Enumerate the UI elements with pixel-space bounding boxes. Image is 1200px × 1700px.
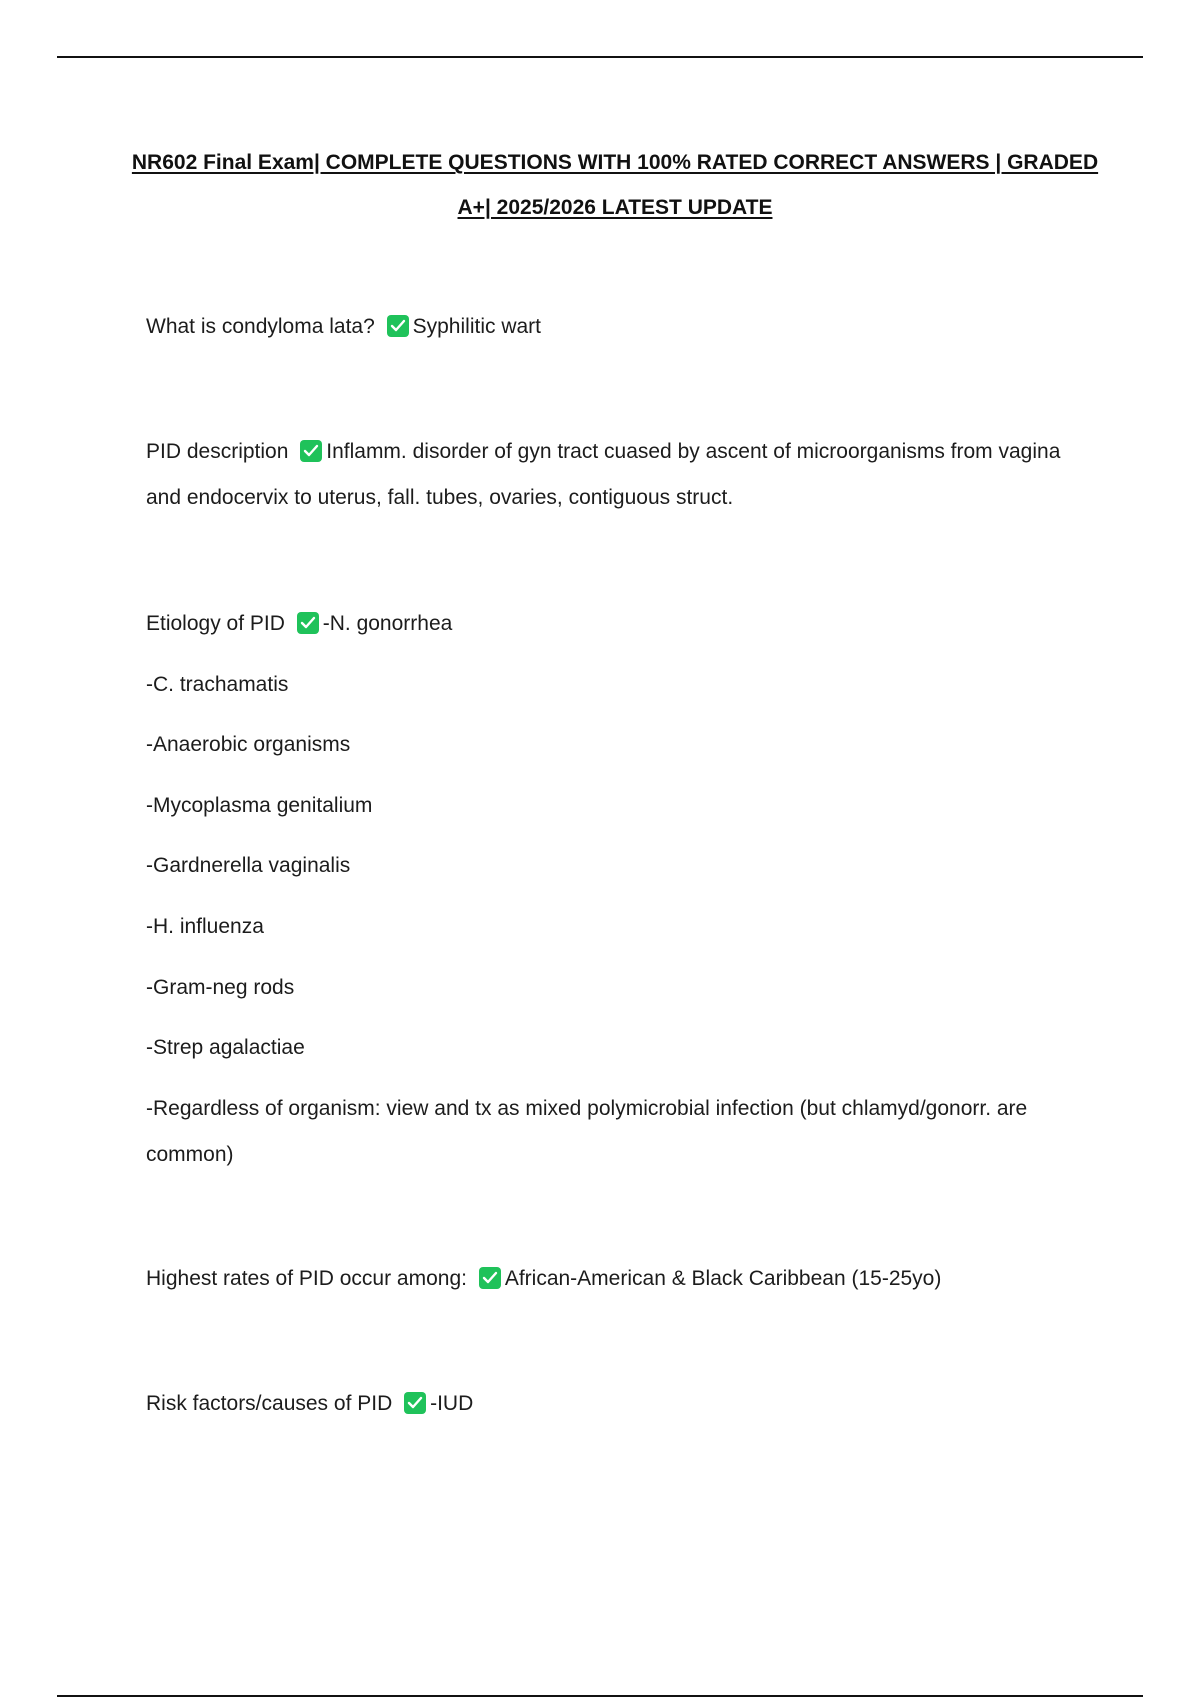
answer-text: Inflamm. disorder of gyn tract cuased by ascent of microorganisms from vagina and endocervix to uterus, fall. tubes, ovaries, contiguous struct. [146,440,1061,509]
list-item: -Mycoplasma genitalium [146,794,373,817]
green-check-icon [387,315,409,337]
qa-item-pid-description [146,429,1086,521]
list-item: -Gram-neg rods [146,976,295,999]
green-check-icon [479,1267,501,1289]
question-text: Risk factors/causes of PID [146,1392,393,1415]
list-item: -Gardnerella vaginalis [146,854,351,877]
qa-item-condyloma [146,304,541,350]
qa-item-highest-rates [146,1256,941,1302]
list-item: -C. trachamatis [146,673,289,696]
list-item: -Strep agalactiae [146,1036,305,1059]
top-rule [57,56,1143,58]
qa-item-etiology [146,601,452,647]
qa-item-risk-factors [146,1381,473,1427]
green-check-icon [404,1392,426,1414]
question-text: Etiology of PID [146,612,285,635]
green-check-icon [300,440,322,462]
answer-text: African-American & Black Caribbean (15-25yo) [504,1267,942,1290]
question-text: Highest rates of PID occur among: [146,1267,467,1290]
list-item: -Regardless of organism: view and tx as mixed polymicrobial infection (but chlamyd/gonorr. are common) [146,1097,1028,1166]
answer-text: Syphilitic wart [412,315,541,338]
answer-text: -IUD [430,1392,474,1415]
document-title: NR602 Final Exam| COMPLETE QUESTIONS WITH 100% RATED CORRECT ANSWERS | GRADED A+| 2025/2026 LATEST UPDATE [131,151,1099,219]
list-item: -H. influenza [146,915,264,938]
bottom-rule [57,1695,1143,1697]
question-text: PID description [146,440,289,463]
answer-text: -N. gonorrhea [322,612,453,635]
question-text: What is condyloma lata? [146,315,375,338]
list-item: -Anaerobic organisms [146,733,351,756]
green-check-icon [297,612,319,634]
